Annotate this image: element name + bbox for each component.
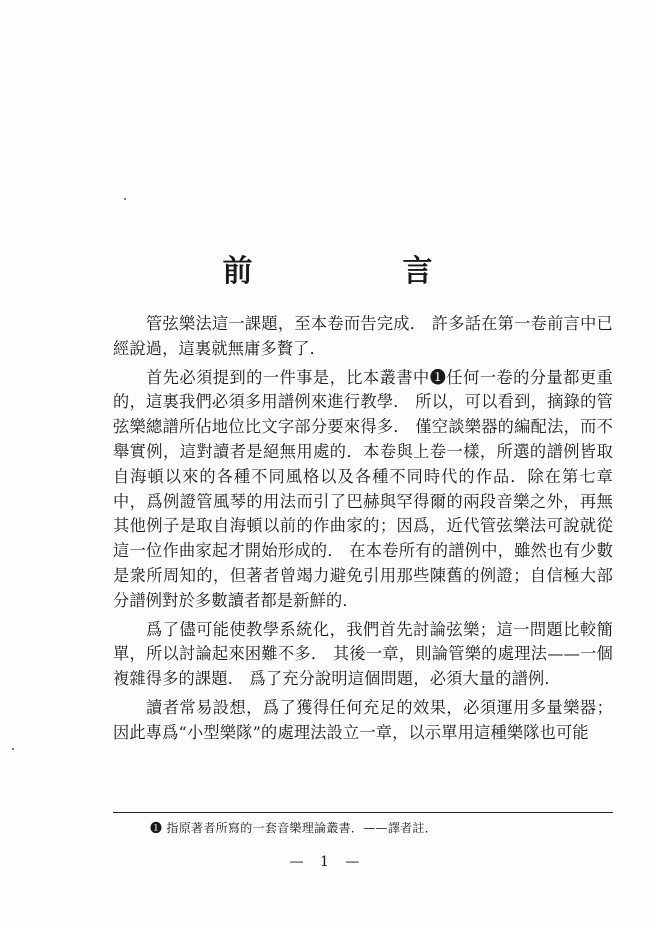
page-number: — 1 —: [289, 854, 366, 870]
footnote: ❶ 指原著者所寫的一套音樂理論叢書．——譯者註．: [150, 821, 438, 835]
paragraph-3: 爲了儘可能使教學系統化，我們首先討論弦樂；這一問題比較簡單，所以討論起來困難不多． 其後一章，則論管樂的處理法——一個複雜得多的課題． 爲了充分說明這個問題，必須大量的譜例．: [113, 619, 613, 689]
scan-speck: [124, 198, 126, 200]
preface-body: [113, 312, 613, 750]
paragraph-2: 首先必須提到的一件事是，比本叢書中❶任何一卷的分量都更重的，這裏我們必須多用譜例來進行教學． 所以，可以看到，摘錄的管弦樂總譜所佔地位比文字部分要來得多． 僅空談樂器的編配法，而不舉實例，這對讀者是絕無用處的．本卷與上卷一樣，所選的譜例皆取自海頓以來的各種不同風格以及各種不同時代的作品．除在第七章中，爲例證管風琴的用法而引了巴赫與罕得爾的兩段音樂之外，再無其他例子是取自海頓以前的作曲家的；因爲，近代管弦樂法可說就從這一位作曲家起才開始形成的． 在本卷所有的譜例中，雖然也有少數是衆所周知的，但著者曾竭力避免引用那些陳舊的例證；自信極大部分譜例對於多數讀者都是新鮮的．: [113, 367, 613, 610]
footnote-divider: [113, 812, 613, 813]
paragraph-1: 管弦樂法這一課題，至本卷而告完成． 許多話在第一卷前言中已經說過，這裏就無庸多贅了．: [113, 314, 613, 358]
scan-speck: [12, 748, 14, 750]
paragraph-4: 讀者常易設想，爲了獲得任何充足的效果，必須運用多量樂器；因此專爲“小型樂隊”的處理法設立一章，以示單用這種樂隊也可能: [113, 697, 613, 742]
page-title: 前 言: [222, 254, 493, 289]
